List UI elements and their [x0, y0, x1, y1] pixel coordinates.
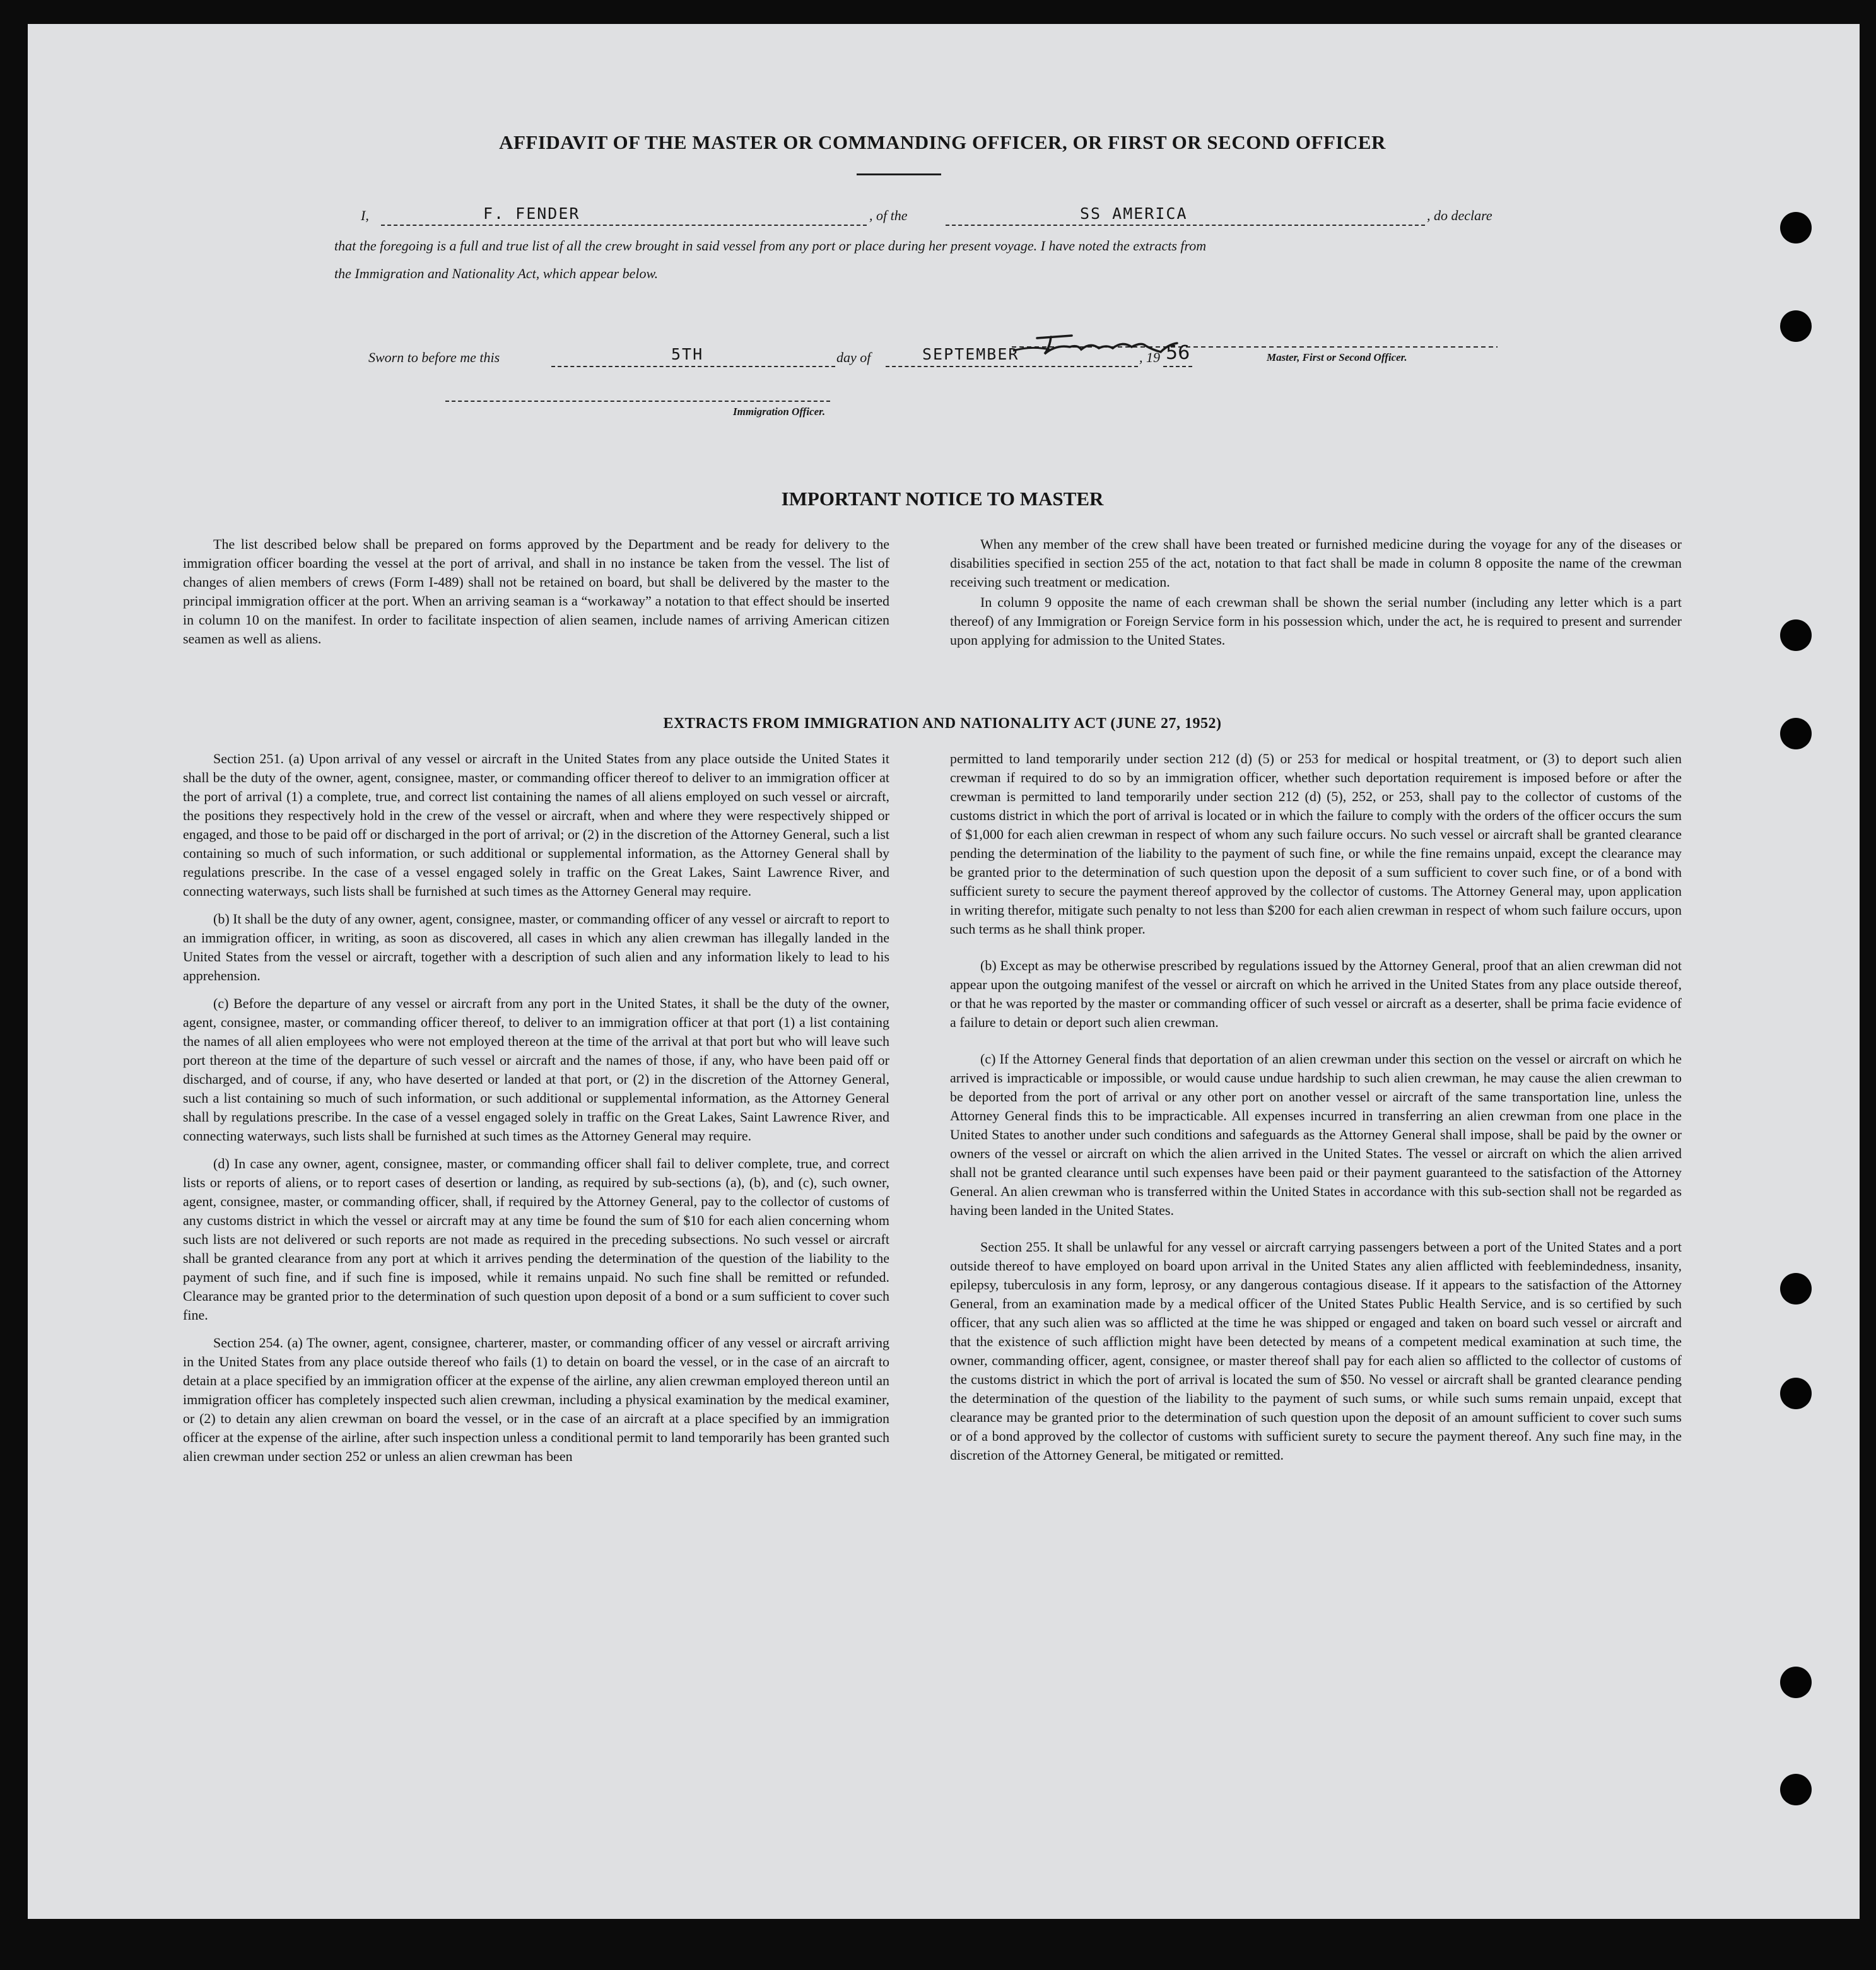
vessel-name: SS AMERICA [1080, 204, 1188, 223]
notice-left-column [183, 535, 889, 657]
vessel-field-line [946, 225, 1425, 226]
of-the-label: , of the [869, 208, 908, 223]
master-signature [1012, 319, 1498, 370]
sworn-year: 56 [1166, 342, 1190, 364]
sworn-day: 5TH [671, 345, 704, 363]
section-251-b: (b) It shall be the duty of any owner, agent, consignee, master, or commanding officer of any vessel or aircraft to report to an immigration officer, in writing, as soon as discovered, all cases in which any alien crewman has illegally landed in the United States from the vessel or aircraft, together with a description of such alien and any information likely to lead to his apprehension. [183, 911, 889, 983]
declaration-line-1: that the foregoing is a full and true list of all the crew brought in said vessel from any port or place during her present voyage. I have noted the extracts from [334, 238, 1207, 254]
notice-left-paragraph: The list described below shall be prepared on forms approved by the Department and be ready for delivery to the immigration officer boarding the vessel at the port of arrival, and shall in no instance be taken from the vessel. The list of changes of alien members of crews (Form I-489) shall not be retained on board, but shall be delivered by the master to the principal immigration officer at the port. When an arriving seaman is a “workaway” a notation to that effect should be inserted in column 10 on the manifest. In order to facilitate inspection of alien seamen, include names of arriving American citizen seamen as well as aliens. [183, 536, 889, 647]
signature-caption: Master, First or Second Officer. [1267, 351, 1407, 363]
immigration-officer-caption: Immigration Officer. [733, 406, 826, 418]
notice-right-paragraph-1: When any member of the crew shall have been treated or furnished medicine during the voyage for any of the diseases or disabilities specified in section 255 of the act, notation to that fact shall be made in column 8 opposite the name of the crewman receiving such treatment or medication. [950, 536, 1682, 590]
day-of-label: day of [836, 349, 871, 365]
month-field-line [886, 366, 1138, 367]
title-underline [857, 173, 941, 175]
sworn-month: SEPTEMBER [922, 345, 1019, 363]
i-label: I, [361, 208, 369, 223]
binder-hole [1780, 1774, 1812, 1805]
extracts-left-column [183, 749, 889, 1475]
immigration-officer-line [445, 401, 830, 402]
declare-label: , do declare [1427, 208, 1492, 223]
section-251-a: Section 251. (a) Upon arrival of any vessel or aircraft in the United States from any place outside the United States it shall be the duty of the owner, agent, consignee, master, or commanding officer thereof to deliver to an immigration officer at the port of arrival (1) a complete, true, and correct list containing the names of all aliens employed on such vessel or aircraft, the positions they respectively hold in the crew of the vessel or aircraft, when and where they were respectively shipped or engaged, and those to be paid off or discharged in the port of arrival; or (2) in the discretion of the Attorney General, such a list containing so much of such information, or such additional or supplemental information, as the Attorney General shall by regulations prescribe. In the case of a vessel engaged solely in traffic on the Great Lakes, Saint Lawrence River, and connecting waterways, such lists shall be furnished at such times as the Attorney General may require. [183, 751, 889, 899]
sworn-label: Sworn to before me this [368, 349, 500, 365]
binder-hole [1780, 619, 1812, 651]
extracts-right-column [950, 749, 1682, 1474]
section-254-a-continued: permitted to land temporarily under section 212 (d) (5) or 253 for medical or hospital treatment, or (3) to deport such alien crewman if required to do so by an immigration officer, whether such deportation requirement is imposed before or after the crewman is permitted to land temporarily under section 212 (d) (5), 252, or 253, shall pay to the collector of customs of the customs district in which the port of arrival is located or in which the failure to comply with the orders of the officer occurs the sum of $1,000 for each alien crewman in respect of whom any such failure occurs. No such vessel or aircraft shall be granted clearance pending the determination of the liability to the payment of such fine, or while the fine remains unpaid, except the clearance may be granted prior to the determination of such question upon the deposit of a sum sufficient to cover such fine, or of a bond with sufficient surety to secure the payment thereof approved by the collector of customs. The Attorney General may, upon application in writing therefor, mitigate such penalty to not less than $200 for each alien crewman in respect of whom such failure occurs, upon such terms as he shall think proper. [950, 751, 1682, 937]
binder-hole [1780, 310, 1812, 342]
extracts-title: EXTRACTS FROM IMMIGRATION AND NATIONALITY ACT (JUNE 27, 1952) [663, 715, 1222, 732]
section-254-a: Section 254. (a) The owner, agent, consignee, charterer, master, or commanding officer of any vessel or aircraft arriving in the United States from any place outside thereof who fails (1) to detain on board the vessel, or in the case of an aircraft to detain at a place specified by an immigration officer at the expense of the airline, any alien crewman employed thereon until an immigration officer has completely inspected such alien crewman, including a physical examination by the medical examiner, or (2) to detain any alien crewman on board the vessel, or in the case of an aircraft at a place specified by an immigration officer at the expense of the airline, after such inspection unless a conditional permit to land temporarily has been granted such alien crewman under section 252 or unless an alien crewman has been [183, 1335, 889, 1464]
section-251-c: (c) Before the departure of any vessel or aircraft from any port in the United States, it shall be the duty of the owner, agent, consignee, master, or commanding officer thereof, to deliver to an immigration officer at that port (1) a list containing the names of all alien employees who were not employed thereon at the time of the arrival at that port but who will leave such port thereon at the time of the departure of such vessel or aircraft and the names of those, if any, who have been paid off or discharged, and of course, if any, who have deserted or landed at that port, or (2) in the discretion of the Attorney General, such a list containing so much of such information, or such additional or supplemental information, as the Attorney General shall by regulations prescribe. In the case of a vessel engaged solely in traffic on the Great Lakes, Saint Lawrence River, and connecting waterways, such lists shall be furnished at such times as the Attorney General may require. [183, 995, 889, 1144]
binder-hole [1780, 1378, 1812, 1409]
affidavit-title: AFFIDAVIT OF THE MASTER OR COMMANDING OFFICER, OR FIRST OR SECOND OFFICER [499, 131, 1386, 153]
binder-hole [1780, 1273, 1812, 1305]
year-prefix: , 19 [1139, 349, 1160, 365]
declaration-line-2: the Immigration and Nationality Act, which appear below. [334, 266, 659, 281]
day-field-line [551, 366, 835, 367]
document-page [28, 24, 1860, 1919]
name-field-line [381, 225, 867, 226]
binder-hole [1780, 1667, 1812, 1698]
notice-right-paragraph-2: In column 9 opposite the name of each crewman shall be shown the serial number (including any letter which is a part thereof) of any Immigration or Foreign Service form in his possession which, under the act, he is required to present and surrender upon applying for admission to the United States. [950, 594, 1682, 648]
section-255: Section 255. It shall be unlawful for any vessel or aircraft carrying passengers between a port of the United States and a port outside thereof to have employed on board upon arrival in the United States any alien afflicted with feeblemindedness, insanity, epilepsy, tuberculosis in any form, leprosy, or any dangerous contagious disease. If it appears to the satisfaction of the Attorney General, from an examination made by a medical officer of the United States Public Health Service, and is so certified by such officer, that any such alien was so afflicted at the time he was shipped or engaged and taken on board such vessel or aircraft and that the existence of such affliction might have been detected by means of a competent medical examination at such time, the owner, commanding officer, agent, consignee, or master thereof shall pay for each alien so afflicted to the collector of customs of the customs district in which the port of arrival is located the sum of $50. No vessel or aircraft shall be granted clearance pending the determination of the question of the liability to the payment of such sums, or while such sums remain unpaid, except that clearance may be granted prior to the determination of such question upon the deposit of an amount sufficient to cover such sums or of a bond approved by the collector of customs with sufficient surety to secure the payment thereof. Any such fine may, in the discretion of the Attorney General, be mitigated or remitted. [950, 1239, 1682, 1463]
binder-hole [1780, 718, 1812, 749]
year-field-line [1163, 366, 1192, 367]
section-254-c: (c) If the Attorney General finds that deportation of an alien crewman under this section on the vessel or aircraft on which he arrived is impracticable or impossible, or would cause undue hardship to such alien crewman, he may cause the alien crewman to be deported from the port of arrival or any other port on another vessel or aircraft of the same transportation line, unless the Attorney General finds this to be impracticable. All expenses incurred in transferring an alien crewman from one place in the United States to another under such conditions and safeguards as the Attorney General shall impose, shall be paid by the owner or owners of the vessel or aircraft on which the alien arrived in the United States. The vessel or aircraft on which the alien arrived shall not be granted clearance until such expenses have been paid or their payment guaranteed to the satisfaction of the Attorney General. An alien crewman who is transferred within the United States in accordance with this sub-section shall not be regarded as having been landed in the United States. [950, 1051, 1682, 1218]
notice-right-column [950, 535, 1682, 659]
section-254-b: (b) Except as may be otherwise prescribed by regulations issued by the Attorney General, proof that an alien crewman did not appear upon the outgoing manifest of the vessel or aircraft on which he arrived in the United States from any place outside thereof, or that he was reported by the master or commanding officer of such vessel or aircraft as a deserter, shall be prima facie evidence of a failure to detain or deport such alien crewman. [950, 958, 1682, 1030]
master-name: F. FENDER [483, 204, 580, 223]
section-251-d: (d) In case any owner, agent, consignee, master, or commanding officer shall fail to deliver complete, true, and correct lists or reports of aliens, or to report cases of desertion or landing, as required by sub-sections (a), (b), and (c), such owner, agent, consignee, master, or commanding officer, shall, if required by the Attorney General, pay to the collector of customs of any customs district in which the vessel or aircraft may at any time be found the sum of $10 for each alien concerning whom such lists are not delivered or such reports are not made as required in the preceding subsections. No such vessel or aircraft shall be granted clearance from any port at which it arrives pending the determination of the question of the liability to the payment of such fine, and if such fine is imposed, while it remains unpaid. No such fine shall be remitted or refunded. Clearance may be granted prior to the determination of such question upon deposit of a bond or a sum sufficient to cover such fine. [183, 1156, 889, 1323]
binder-hole [1780, 212, 1812, 243]
notice-title: IMPORTANT NOTICE TO MASTER [781, 488, 1104, 510]
